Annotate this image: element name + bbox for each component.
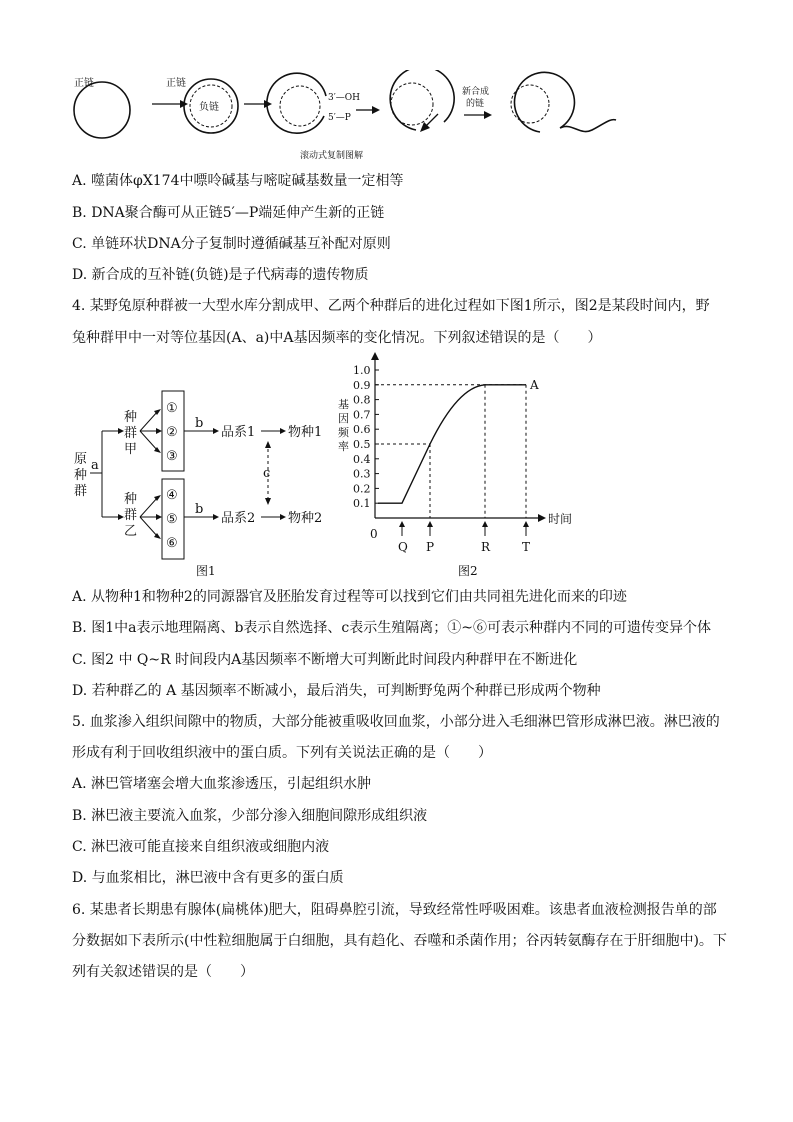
- b-bottom-arrowhead: [213, 514, 219, 520]
- q4-option-d: D. 若种群乙的 A 基因频率不断减小，最后消失，可判断野兔两个种群已形成两个物种: [72, 683, 601, 699]
- pop-yi-char-1: 种: [124, 492, 138, 507]
- q4-stem-line1: 4. 某野兔原种群被一大型水库分割成甲、乙两个种群后的进化过程如下图1所示，图2是某段时间内，野: [72, 298, 710, 314]
- rolling-figure-caption: 滚动式复制图解: [300, 151, 364, 161]
- y-axis-label-char: 频: [338, 426, 349, 439]
- time-marker-arrowhead: [427, 521, 433, 527]
- origin-char-3: 群: [74, 484, 88, 499]
- time-marker-label: T: [522, 540, 531, 554]
- y-tick-label: 0.5: [353, 438, 371, 451]
- variant-5: ⑤: [166, 512, 178, 527]
- y-tick-label: 0.8: [353, 393, 371, 407]
- rolling-circle-with-tail: [514, 72, 616, 132]
- plus-strand-circle: [74, 82, 130, 138]
- q5-stem-line1: 5. 血浆渗入组织间隙中的物质，大部分能被重吸收回血浆，小部分进入毛细淋巴管形成淋巴液。淋巴液的: [72, 714, 720, 730]
- label-a: a: [91, 458, 99, 473]
- pop-jia-char-2: 群: [124, 426, 138, 441]
- arrowhead-3: [372, 106, 380, 114]
- figure-2-caption: 图2: [458, 564, 478, 578]
- origin-char-1: 原: [74, 452, 88, 467]
- template-minus-strand: [280, 86, 320, 126]
- yi-arrow-1: [140, 497, 158, 517]
- q3-option-b: B. DNA聚合酶可从正链5′—P端延伸产生新的正链: [72, 205, 385, 221]
- arrowhead-2: [264, 100, 272, 108]
- y-tick-label: 0.1: [353, 497, 371, 511]
- time-marker-label: R: [481, 540, 491, 554]
- label-c: c: [263, 466, 271, 481]
- b-top-arrowhead: [213, 428, 219, 434]
- new-strand-label-1: 新合成: [462, 87, 490, 97]
- x-axis-arrowhead: [538, 514, 546, 522]
- strain1-arrowhead: [280, 428, 286, 434]
- q5-option-c: C. 淋巴液可能直接来自组织液或细胞内液: [72, 839, 330, 855]
- y-axis-arrowhead: [371, 352, 379, 360]
- time-marker-label: P: [426, 540, 435, 554]
- q3-option-a: A. 噬菌体φX174中嘌呤碱基与嘧啶碱基数量一定相等: [72, 173, 404, 189]
- y-tick-label: 0.9: [353, 378, 371, 392]
- q4-option-a: A. 从物种1和物种2的同源器官及胚胎发育过程等可以找到它们由共同祖先进化而来的印迹: [72, 589, 627, 605]
- series-a-label: A: [530, 377, 539, 392]
- species-2: 物种2: [288, 511, 323, 526]
- q4-option-c: C. 图2 中 Q~R 时间段内A基因频率不断增大可判断此时间段内种群甲在不断进化: [72, 652, 578, 668]
- yi-arrowhead-2: [156, 514, 162, 520]
- q6-stem-line3: 列有关叙述错误的是（ ）: [72, 964, 254, 980]
- y-tick-label: 1.0: [353, 364, 371, 377]
- y-tick-label: 0.7: [353, 408, 371, 422]
- x-axis-label: 时间: [548, 512, 573, 526]
- arrowhead-4: [484, 111, 492, 119]
- plus-strand-label: 正链: [74, 78, 94, 89]
- strain2-arrowhead: [280, 514, 286, 520]
- y-tick-label: 0.3: [353, 467, 371, 481]
- label-b-bottom: b: [195, 502, 204, 517]
- variant-2: ②: [166, 425, 178, 440]
- y-axis-label-char: 基: [338, 398, 349, 411]
- label-b-top: b: [195, 416, 204, 431]
- q6-stem-line1: 6. 某患者长期患有腺体(扁桃体)肥大，阻碍鼻腔引流，导致经常性呼吸困难。该患者血液检测报告单的部: [72, 902, 717, 918]
- end-oh-label: 3′—OH: [328, 93, 360, 103]
- pop-jia-char-1: 种: [124, 410, 138, 425]
- q4-option-b: B. 图1中a表示地理隔离、b表示自然选择、c表示生殖隔离；①~⑥可表示种群内不同的可遗传变异个体: [72, 620, 711, 636]
- q3-option-d: D. 新合成的互补链(负链)是子代病毒的遗传物质: [72, 267, 369, 283]
- y-tick-label: 0.4: [353, 452, 371, 466]
- q5-option-b: B. 淋巴液主要流入血浆，少部分渗入细胞间隙形成组织液: [72, 808, 428, 824]
- strain-1: 品系1: [221, 425, 256, 440]
- c-arrowhead-up: [265, 441, 271, 448]
- figure-1-speciation: [68, 385, 340, 580]
- minus-strand-label: 负链: [199, 102, 219, 113]
- y-tick-label: 0.2: [353, 482, 371, 496]
- time-marker-arrowhead: [399, 521, 405, 527]
- figure-1-caption: 图1: [196, 564, 216, 578]
- time-marker-arrowhead: [482, 521, 488, 527]
- strain-2: 品系2: [221, 511, 256, 526]
- jia-arrow-3: [140, 431, 158, 451]
- variant-3: ③: [166, 449, 178, 464]
- pop-jia-char-3: 甲: [124, 442, 138, 457]
- y-axis-label-char: 率: [338, 440, 349, 453]
- variant-1: ①: [166, 401, 178, 416]
- y-axis-label-char: 因: [338, 412, 349, 425]
- pop-yi-char-2: 群: [124, 508, 138, 523]
- new-strand-label-2: 的链: [466, 99, 485, 109]
- q5-option-d: D. 与血浆相比，淋巴液中含有更多的蛋白质: [72, 870, 344, 886]
- origin-label: 0: [370, 527, 378, 541]
- figure-2-gene-frequency-chart: [330, 350, 600, 582]
- q5-option-a: A. 淋巴管堵塞会增大血浆渗透压，引起组织水肿: [72, 776, 372, 792]
- q4-stem-line2: 兔种群甲中一对等位基因(A、a)中A基因频率的变化情况。下列叙述错误的是（ ）: [72, 330, 602, 346]
- c-arrowhead-down: [265, 498, 271, 505]
- variant-4: ④: [166, 488, 178, 503]
- time-marker-arrowhead: [523, 521, 529, 527]
- variant-6: ⑥: [166, 536, 178, 551]
- origin-char-2: 种: [74, 468, 88, 483]
- jia-arrow-1: [140, 411, 158, 431]
- jia-arrowhead-2: [156, 428, 162, 434]
- yi-arrow-3: [140, 517, 158, 537]
- q6-stem-line2: 分数据如下表所示(中性粒细胞属于白细胞，具有趋化、吞噬和杀菌作用；谷丙转氨酶存在于肝细胞中)。下: [72, 933, 727, 949]
- time-marker-label: Q: [398, 540, 408, 554]
- q3-option-c: C. 单链环状DNA分子复制时遵循碱基互补配对原则: [72, 236, 391, 252]
- species-1: 物种1: [288, 425, 323, 440]
- y-tick-label: 0.6: [353, 423, 371, 437]
- pop-yi-char-3: 乙: [124, 524, 138, 539]
- end-p-label: 5′—P: [328, 113, 351, 123]
- rolling-replication-figure: [60, 70, 630, 162]
- nicked-plus-strand: [267, 73, 326, 133]
- q5-stem-line2: 形成有利于回收组织液中的蛋白质。下列有关说法正确的是（ ）: [72, 745, 492, 761]
- plus-strand-label-2: 正链: [166, 78, 186, 89]
